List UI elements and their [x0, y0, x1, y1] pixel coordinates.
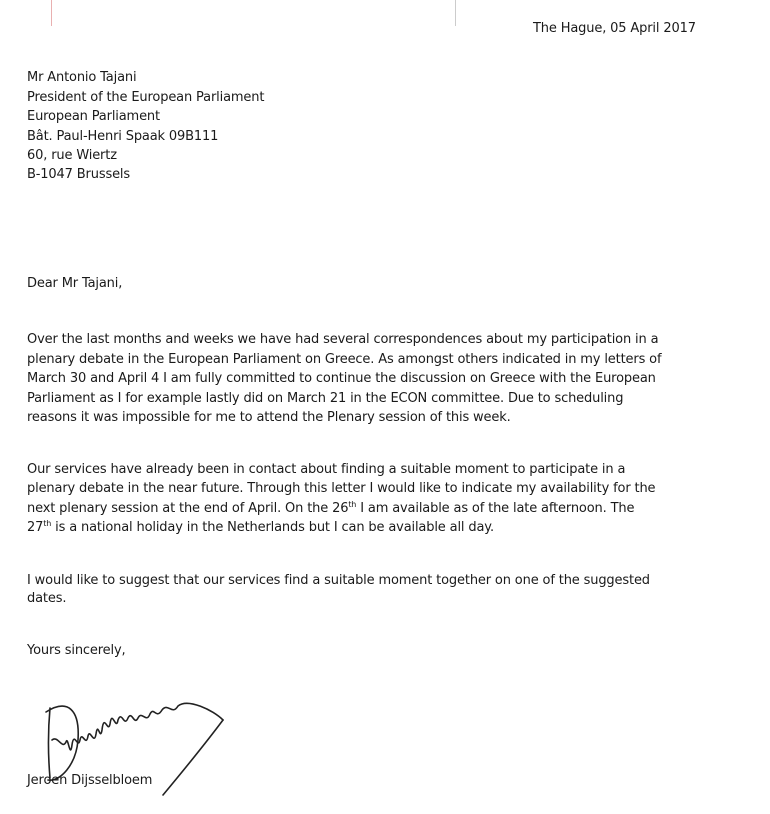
address-line: European Parliament — [27, 109, 160, 124]
text: is a national holiday in the Netherlands but I can be available all day. — [51, 520, 494, 535]
address-line: Bât. Paul-Henri Spaak 09B111 — [27, 129, 219, 144]
signatory-name: Jeroen Dijsselbloem — [27, 773, 153, 788]
text-line — [27, 501, 634, 517]
text-line: Our services have already been in contact about finding a suitable moment to participate in a — [27, 462, 626, 477]
superscript: th — [348, 500, 357, 509]
text: I am available as of the late afternoon. The — [356, 501, 635, 516]
text-line: March 30 and April 4 I am fully committed to continue the discussion on Greece with the European — [27, 371, 656, 386]
text-line: Parliament as I for example lastly did on March 21 in the ECON committee. Due to scheduling — [27, 391, 624, 406]
text-line — [27, 520, 494, 536]
text-line: dates. — [27, 591, 67, 606]
text: 27 — [27, 520, 44, 535]
text-line: Over the last months and weeks we have had several correspondences about my participation in a — [27, 332, 659, 347]
closing: Yours sincerely, — [27, 643, 126, 658]
text-line: I would like to suggest that our services find a suitable moment together on one of the suggested — [27, 573, 650, 588]
text-line: plenary debate in the near future. Through this letter I would like to indicate my availability for the — [27, 481, 656, 496]
salutation: Dear Mr Tajani, — [27, 276, 123, 291]
letter-date: The Hague, 05 April 2017 — [533, 21, 696, 36]
text: next plenary session at the end of April. On the 26 — [27, 501, 349, 516]
address-line: 60, rue Wiertz — [27, 148, 117, 163]
superscript: th — [43, 519, 52, 528]
text-line: plenary debate in the European Parliament on Greece. As amongst others indicated in my letters of — [27, 352, 662, 367]
address-line: B-1047 Brussels — [27, 167, 131, 182]
address-line: Mr Antonio Tajani — [27, 70, 137, 85]
address-line: President of the European Parliament — [27, 90, 265, 105]
text-line: reasons it was impossible for me to attend the Plenary session of this week. — [27, 410, 511, 425]
fold-mark-right — [455, 0, 456, 26]
fold-mark-left — [51, 0, 52, 26]
